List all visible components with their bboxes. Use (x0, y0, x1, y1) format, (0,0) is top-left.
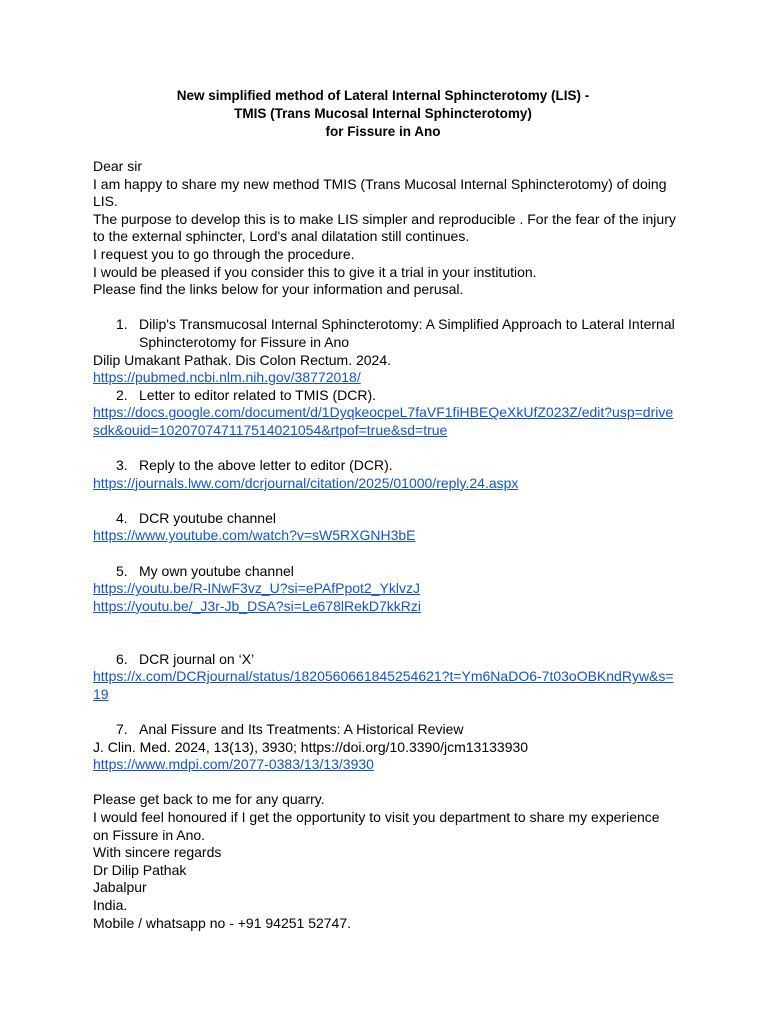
list-item-7 (93, 721, 678, 739)
title-line-2: TMIS (Trans Mucosal Internal Sphincterotomy) (234, 106, 532, 121)
intro-paragraph: I am happy to share my new method TMIS (Trans Mucosal Internal Sphincterotomy) of doing LIS. (93, 175, 667, 210)
citation-note: J. Clin. Med. 2024, 13(13), 3930; https://doi.org/10.3390/jcm13133930 (93, 738, 529, 755)
document-title (93, 87, 673, 141)
pubmed-link[interactable]: https://pubmed.ncbi.nlm.nih.gov/38772018/ (93, 369, 361, 386)
list-item-text: Reply to the above letter to editor (DCR). (139, 457, 393, 474)
signature-phone: Mobile / whatsapp no - +91 94251 52747. (93, 914, 352, 931)
title-line-3: for Fissure in Ano (325, 124, 441, 139)
mdpi-link[interactable]: https://www.mdpi.com/2077-0383/13/13/3930 (93, 756, 374, 773)
signature-name: Dr Dilip Pathak (93, 861, 187, 878)
list-item-3 (93, 457, 678, 475)
google-doc-link[interactable]: https://docs.google.com/document/d/1DyqkeocpeL7faVF1fiHBEQeXkUfZ023Z/edit?usp=drivesdk&ouid=102070747117514021054&rtpof=true&sd=true (93, 404, 674, 438)
journal-reply-link[interactable]: https://journals.lww.com/dcrjournal/citation/2025/01000/reply.24.aspx (93, 474, 519, 491)
list-number: 4. (116, 509, 128, 526)
intro-paragraph: The purpose to develop this is to make LIS simpler and reproducible . For the fear of the injury to the external sphincter, Lord's anal dilatation still continues. (93, 210, 676, 245)
own-youtube-link-1[interactable]: https://youtu.be/R-INwF3vz_U?si=ePAfPpot2_YklvzJ (93, 580, 420, 597)
list-number: 3. (116, 457, 128, 474)
citation-note: Dilip Umakant Pathak. Dis Colon Rectum. 2024. (93, 351, 392, 368)
list-number: 7. (116, 721, 128, 737)
list-number: 1. (116, 316, 128, 333)
list-number: 2. (116, 386, 128, 403)
letter-body (93, 87, 678, 932)
closing-line: Please get back to me for any quarry. (93, 791, 325, 808)
intro-paragraph: I request you to go through the procedure. (93, 245, 355, 262)
list-item-text: My own youtube channel (139, 562, 294, 579)
closing-line: With sincere regards (93, 844, 222, 861)
signature-country: India. (93, 896, 128, 913)
list-item-1 (93, 316, 678, 351)
list-item-2 (93, 387, 678, 405)
x-post-link[interactable]: https://x.com/DCRjournal/status/1820560661845254621?t=Ym6NaDO6-7t03oOBKndRyw&s=19 (93, 668, 674, 702)
salutation: Dear sir (93, 158, 143, 174)
intro-paragraph: I would be pleased if you consider this to give it a trial in your institution. (93, 263, 537, 280)
list-item-6 (93, 651, 678, 669)
dcr-youtube-link[interactable]: https://www.youtube.com/watch?v=sW5RXGNH3bE (93, 527, 416, 544)
own-youtube-link-2[interactable]: https://youtu.be/_J3r-Jb_DSA?si=Le678lRekD7kkRzi (93, 597, 422, 614)
title-line-1: New simplified method of Lateral Internal Sphincterotomy (LIS) - (176, 88, 590, 103)
list-number: 6. (116, 650, 128, 667)
list-item-text: DCR youtube channel (139, 509, 276, 526)
list-item-text: Letter to editor related to TMIS (DCR). (139, 386, 377, 403)
list-item-text: Dilip's Transmucosal Internal Sphincterotomy: A Simplified Approach to Lateral Internal Sphincterotomy for Fissure in Ano (139, 316, 675, 350)
intro-paragraph: Please find the links below for your information and perusal. (93, 281, 464, 298)
list-item-text: Anal Fissure and Its Treatments: A Historical Review (139, 721, 464, 737)
signature-city: Jabalpur (93, 879, 147, 896)
closing-line: I would feel honoured if I get the opportunity to visit you department to share my experience on Fissure in Ano. (93, 808, 660, 843)
list-number: 5. (116, 562, 128, 579)
list-item-5 (93, 563, 678, 581)
list-item-text: DCR journal on ‘X’ (139, 650, 255, 667)
list-item-4 (93, 510, 678, 528)
